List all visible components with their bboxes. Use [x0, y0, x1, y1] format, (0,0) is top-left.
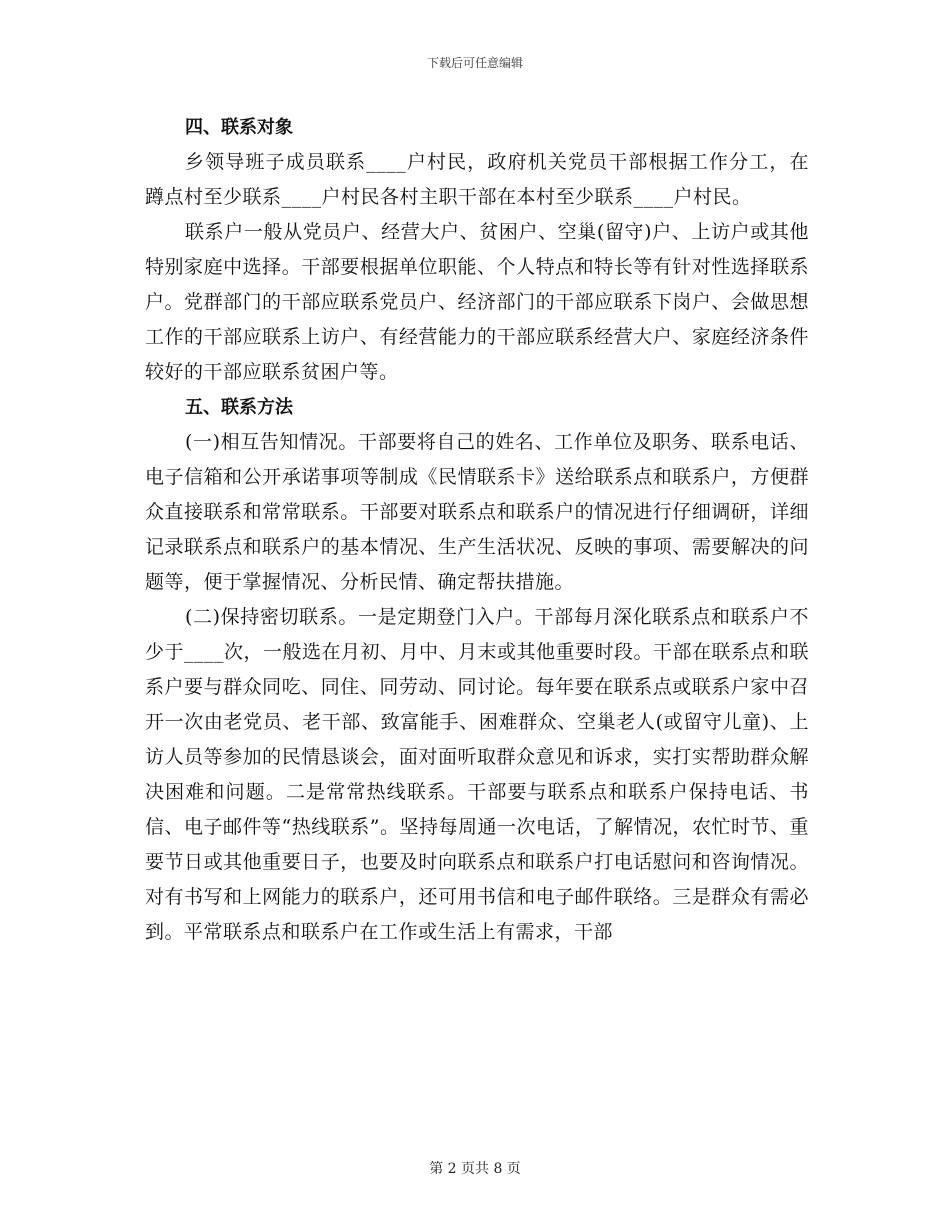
section-contact-targets	[145, 110, 809, 390]
page-header: 下载后可任意编辑	[426, 56, 523, 70]
paragraph: (一)相互告知情况。干部要将自己的姓名、工作单位及职务、联系电话、电子信箱和公开承诺事项等制成《民情联系卡》送给联系点和联系户，方便群众直接联系和常常联系。干部要对联系点和联系户的情况进行仔细调研，详细记录联系点和联系户的基本情况、生产生活状况、反映的事项、需要解决的问题等，便于掌握情况、分析民情、确定帮扶措施。	[145, 431, 809, 593]
section-heading: 四、联系对象	[185, 117, 293, 138]
paragraph: 乡领导班子成员联系____户村民，政府机关党员干部根据工作分工，在蹲点村至少联系____户村民各村主职干部在本村至少联系____户村民。	[145, 151, 809, 208]
paragraph: 联系户一般从党员户、经营大户、贫困户、空巢(留守)户、上访户或其他特别家庭中选择。干部要根据单位职能、个人特点和特长等有针对性选择联系户。党群部门的干部应联系党员户、经济部门的干部应联系下岗户、会做思想工作的干部应联系上访户、有经营能力的干部应联系经营大户、家庭经济条件较好的干部应联系贫困户等。	[145, 221, 809, 383]
section-contact-methods	[145, 390, 809, 950]
page-number: 第 2 页共 8 页	[429, 1161, 521, 1177]
section-heading: 五、联系方法	[185, 397, 293, 418]
paragraph: (二)保持密切联系。一是定期登门入户。干部每月深化联系点和联系户不少于____次，一般选在月初、月中、月末或其他重要时段。干部在联系点和联系户要与群众同吃、同住、同劳动、同讨论。每年要在联系点或联系户家中召开一次由老党员、老干部、致富能手、困难群众、空巢老人(或留守儿童)、上访人员等参加的民情恳谈会，面对面听取群众意见和诉求，实打实帮助群众解决困难和问题。二是常常热线联系。干部要与联系点和联系户保持电话、书信、电子邮件等“热线联系”。坚持每周通一次电话，了解情况，农忙时节、重要节日或其他重要日子，也要及时向联系点和联系户打电话慰问和咨询情况。对有书写和上网能力的联系户，还可用书信和电子邮件联络。三是群众有需必到。平常联系点和联系户在工作或生活上有需求，干部	[145, 606, 810, 943]
document-body	[145, 110, 809, 950]
